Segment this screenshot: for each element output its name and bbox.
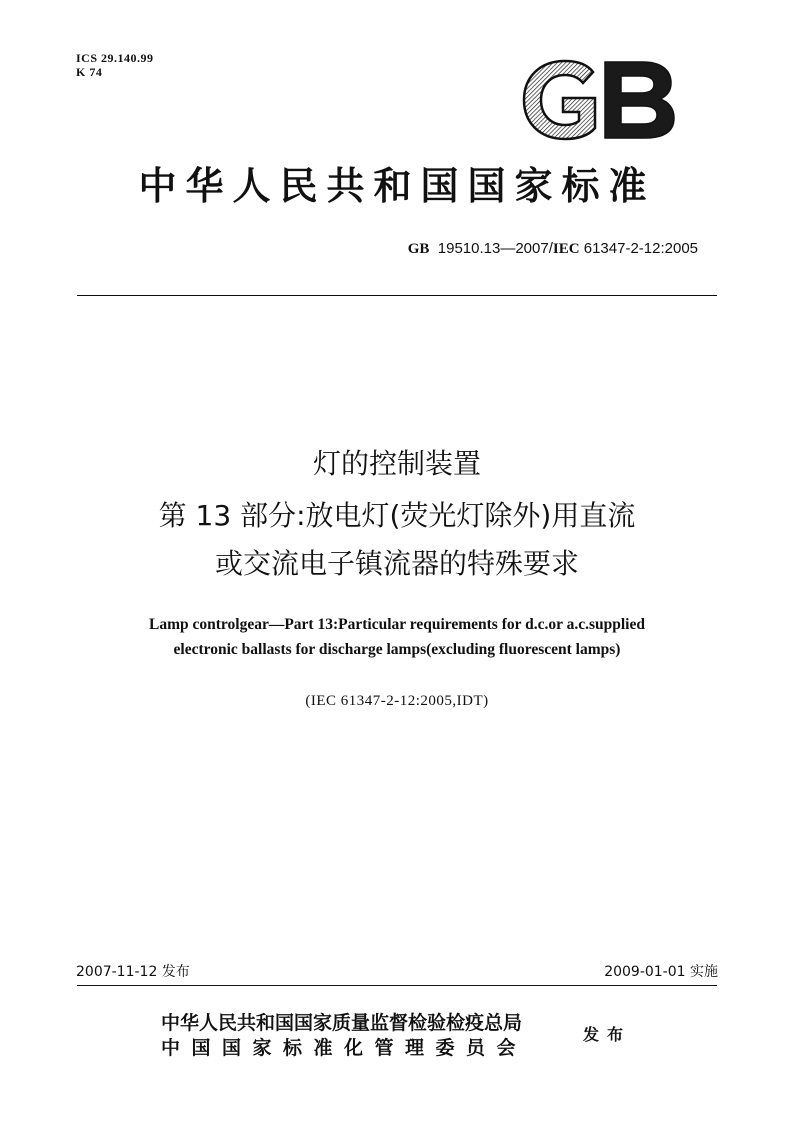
standard-number xyxy=(408,239,698,259)
document-category-title: 中华人民共和国国家标准 xyxy=(138,163,656,208)
english-title-line-1: Lamp controlgear—Part 13:Particular requirements for d.c.or a.c.supplied xyxy=(149,616,645,633)
publish-label: 发布 xyxy=(583,1025,632,1044)
main-title-line-2: 第 13 部分:放电灯(荧光灯除外)用直流 xyxy=(158,499,636,532)
iec-prefix: IEC xyxy=(552,241,580,257)
category-code: K 74 xyxy=(76,65,103,79)
issuer-sac: 中国国家标准化管理委员会 xyxy=(161,1037,528,1059)
main-title-line-3: 或交流电子镇流器的特殊要求 xyxy=(214,547,579,580)
gb-number: 19510.13—2007/ xyxy=(437,240,553,257)
logo-text: GB xyxy=(519,43,543,62)
gb-logo xyxy=(519,43,677,142)
implementation-date: 2009-01-01 实施 xyxy=(604,964,718,980)
footer-divider xyxy=(77,985,717,986)
gb-prefix: GB xyxy=(407,241,430,257)
ics-code: ICS 29.140.99 xyxy=(76,51,154,65)
ics-codes xyxy=(76,51,154,79)
issuer-aqsiq: 中华人民共和国国家质量监督检验检疫总局 xyxy=(161,1012,523,1034)
header-divider xyxy=(77,295,717,296)
publication-date: 2007-11-12 发布 xyxy=(76,964,190,980)
equivalence-note: (IEC 61347-2-12:2005,IDT) xyxy=(305,693,489,709)
iec-number: 61347-2-12:2005 xyxy=(583,240,698,257)
main-title-line-1: 灯的控制装置 xyxy=(312,447,481,480)
english-title-line-2: electronic ballasts for discharge lamps(excluding fluorescent lamps) xyxy=(173,641,621,658)
